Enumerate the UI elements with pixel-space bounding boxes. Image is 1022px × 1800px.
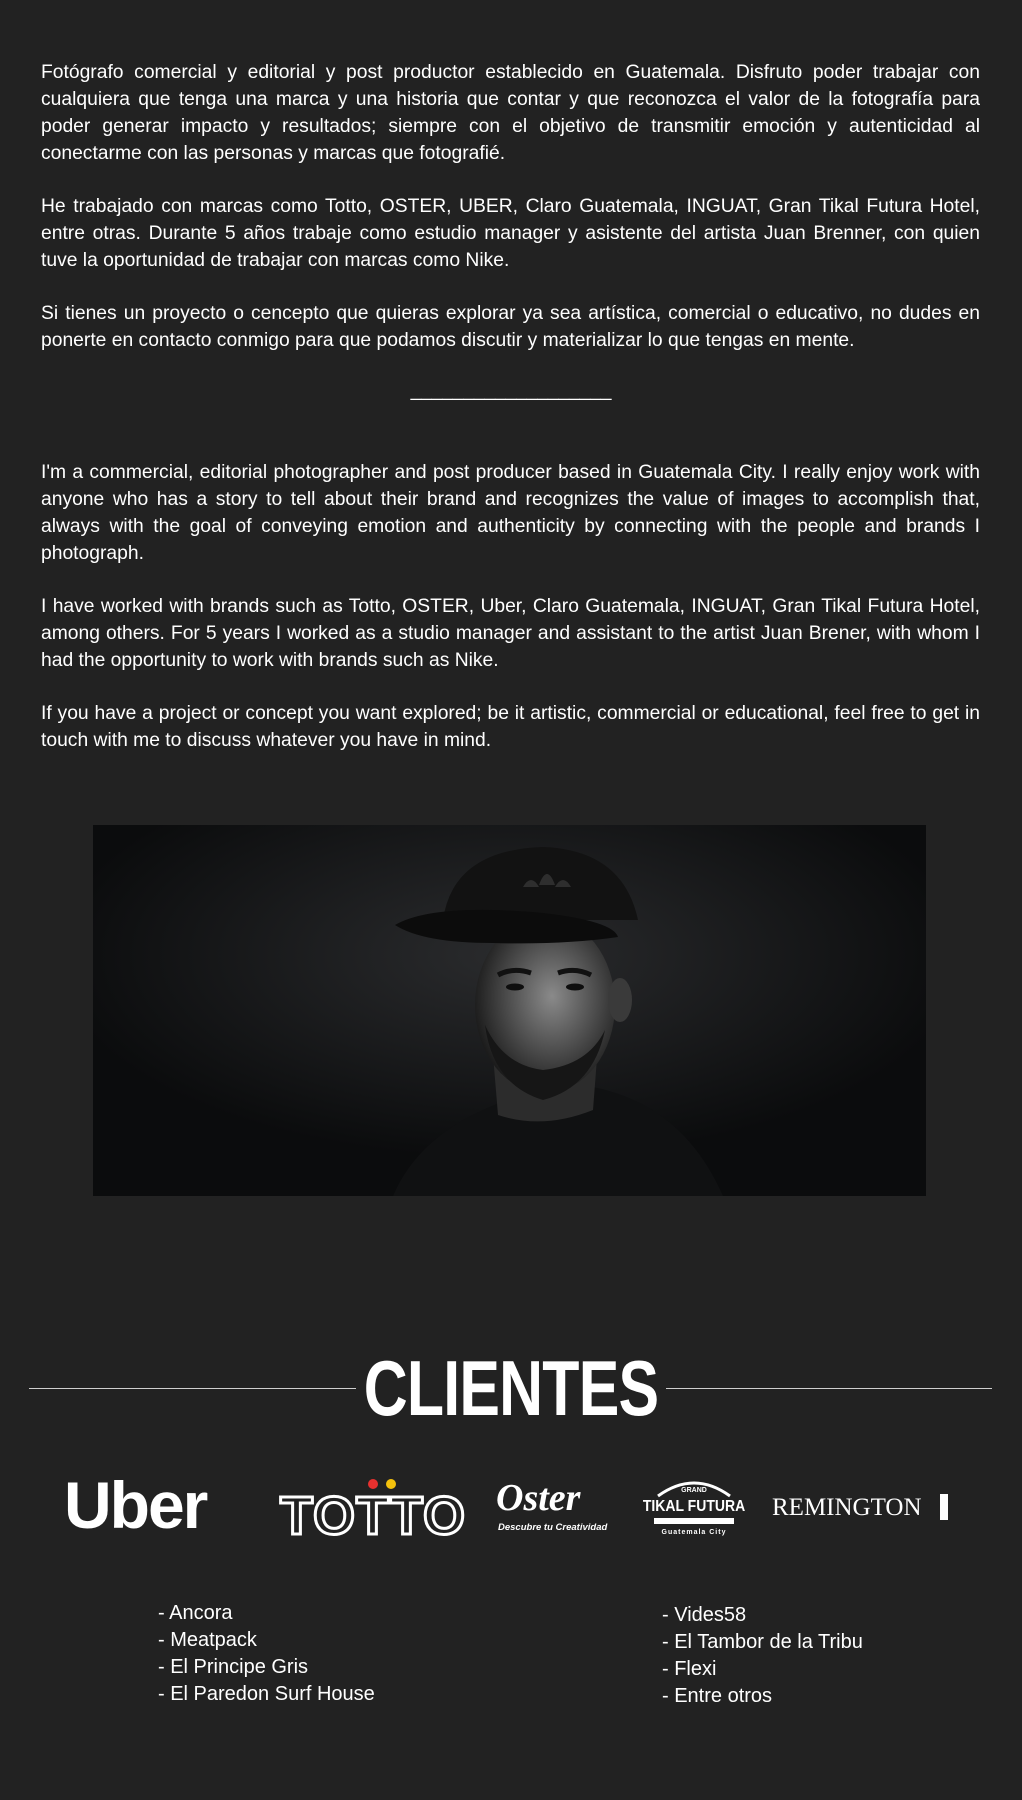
clients-list-right — [662, 1602, 863, 1710]
tikal-top-text: GRAND — [681, 1487, 707, 1494]
clients-list-left — [158, 1600, 375, 1708]
list-item: - Meatpack — [158, 1629, 257, 1651]
totto-logo-text: TOTTO — [280, 1486, 467, 1546]
bio-en-paragraph-2: I have worked with brands such as Totto, OSTER, Uber, Claro Guatemala, INGUAT, Gran Tikal Futura Hotel, among others. For 5 years I worked as a studio manager and assistant to the artist Juan Brener, with whom I had the opportunity to work with brands such as Nike. — [41, 596, 980, 671]
oster-logo-text: Oster — [496, 1477, 581, 1519]
tikal-bottom-text: Guatemala City — [661, 1529, 727, 1536]
section-separator: ___________________ — [410, 380, 612, 401]
oster-tagline: Descubre tu Creatividad — [498, 1522, 608, 1533]
bio-es-paragraph-3: Si tienes un proyecto o cencepto que quieras explorar ya sea artística, comercial o educativo, no dudes en ponerte en contacto conmigo para que podamos discutir y materializar lo que tengas en mente. — [41, 303, 980, 351]
list-item: - Vides58 — [662, 1604, 747, 1626]
list-item: - Entre otros — [662, 1685, 773, 1707]
uber-logo-text: Uber — [64, 1468, 207, 1542]
remington-logo — [772, 1486, 952, 1526]
bio-spanish — [41, 59, 980, 354]
bio-en-paragraph-1: I'm a commercial, editorial photographer and post producer based in Guatemala City. I really enjoy work with anyone who has a story to tell about their brand and recognizes the value of images to accomplish that, always with the goal of conveying emotion and authenticity by connecting with the people and brands I photograph. — [41, 462, 980, 564]
totto-logo — [278, 1470, 467, 1546]
list-item: - El Tambor de la Tribu — [662, 1631, 863, 1653]
tikal-main-text: TIKAL FUTURA — [642, 1496, 746, 1516]
portrait-photo — [93, 825, 926, 1196]
tikal-futura-logo — [642, 1474, 746, 1538]
list-item: - Flexi — [662, 1658, 717, 1680]
divider-right — [666, 1388, 992, 1389]
list-item: - El Principe Gris — [158, 1656, 309, 1678]
list-item: - El Paredon Surf House — [158, 1683, 375, 1705]
bio-es-paragraph-1: Fotógrafo comercial y editorial y post productor establecido en Guatemala. Disfruto poder trabajar con cualquiera que tenga una marca y una historia que contar y que reconozca el valor de la fotografía para poder generar impacto y resultados; siempre con el objetivo de transmitir emoción y autenticidad al conectarme con las personas y marcas que fotografié. — [41, 62, 980, 164]
uber-logo — [62, 1470, 232, 1540]
oster-logo — [494, 1470, 608, 1540]
bio-english — [41, 459, 980, 754]
bio-en-paragraph-3: If you have a project or concept you want explored; be it artistic, commercial or educational, feel free to get in touch with me to discuss whatever you have in mind. — [41, 703, 980, 751]
remington-logo-text: REMINGTON — [772, 1494, 922, 1521]
clients-title: CLIENTES — [363, 1344, 659, 1432]
bio-es-paragraph-2: He trabajado con marcas como Totto, OSTER, UBER, Claro Guatemala, INGUAT, Gran Tikal Futura Hotel, entre otras. Durante 5 años trabaje como estudio manager y asistente del artista Juan Brenner, con quien tuve la oportunidad de trabajar con marcas como Nike. — [41, 196, 980, 271]
list-item: - Ancora — [158, 1602, 233, 1624]
